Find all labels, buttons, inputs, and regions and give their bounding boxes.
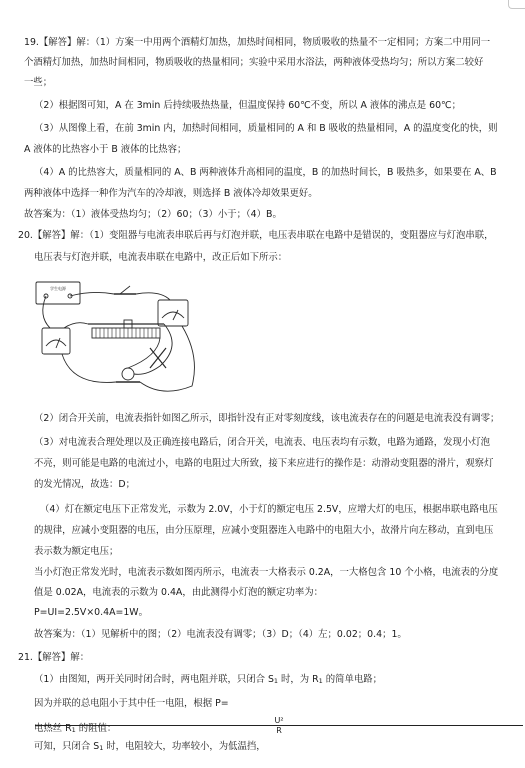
q19-line-5: （3）从图像上看，在前 3min 内，加热时间相同，质量相同的 A 和 B 吸收的热量相同，A 的温度变化的快，则 xyxy=(34,123,498,134)
q20-line-2: 电压表与灯泡并联，电流表串联在电路中，改正后如下所示： xyxy=(34,252,288,263)
q20-line-10: 当小灯泡正常发光时，电流表示数如图丙所示，电流表一大格表示 0.2A，一大格包含 10 个小格，电流表的分度 xyxy=(34,567,499,578)
q20-formula-line: P=UI=2.5V×0.4A=1W。 xyxy=(34,607,148,618)
q21-line-2-text-a: （1）由图知，两开关同时闭合时，两电阻并联，只闭合 S xyxy=(34,674,274,685)
page-corner-fold xyxy=(508,0,525,9)
q20-answer-line: 故答案为：（1）见解析中的图；（2）电流表没有调零；（3）D；（4）左；0.02；0.4；1。 xyxy=(34,629,407,640)
q19-line-2: 个酒精灯加热，加热时间相同，物质吸收的热量相同；实验中采用水浴法，两种液体受热均匀；所以方案二较好 xyxy=(24,57,484,68)
q21-line-3-text-a: 因为并联的总电阻小于其中任一电阻，根据 P= xyxy=(34,698,229,709)
switch-lever xyxy=(120,286,130,294)
q21-line-2-sub-2: 1 xyxy=(318,677,323,685)
q21-line-3-text-c: 时，电阻较大，功率较小，为低温挡， xyxy=(103,741,266,752)
bulb xyxy=(122,368,134,380)
power-supply-label: 学生电源 xyxy=(50,286,66,291)
q20-line-7: （4）灯在额定电压下正常发光，示数为 2.0V，小于灯的额定电压 2.5V，应增大灯的电压，根据串联电路电压 xyxy=(40,504,498,515)
wire-8 xyxy=(128,338,160,368)
q21-line-2-text-c: 的简单电路； xyxy=(322,674,383,685)
fraction-denominator: R xyxy=(276,726,282,735)
wire-3 xyxy=(136,293,170,300)
q20-line-4: （3）对电流表合理处理以及正确连接电路后，闭合开关，电流表、电压表均有示数，电路为通路，发现小灯泡 xyxy=(34,437,490,448)
ammeter-box xyxy=(42,328,70,354)
wire-2 xyxy=(70,292,114,296)
q19-line-7: （4）A 的比热容大，质量相同的 A、B 两种液体升高相同的温度，B 的加热时间长，B 吸热多，如果要在 A、B xyxy=(34,167,497,178)
q20-line-11: 值是 0.02A，电流表的示数为 0.4A，由此测得小灯泡的额定功率为： xyxy=(34,587,323,598)
voltmeter-box xyxy=(158,300,188,326)
q21-line-4 xyxy=(0,722,524,737)
q21-line-2-text-b: 时，为 R xyxy=(278,674,319,685)
q20-line-9: 表示数为额定电压； xyxy=(34,546,119,557)
q20-line-5: 不亮，则可能是电路的电流过小，电路的电阻过大所致，接下来应进行的操作是：动滑动变阻器的滑片，观察灯 xyxy=(34,458,494,469)
q19-line-8: 两种液体中选择一种作为汽车的冷却液，则选择 B 液体冷却效果更好。 xyxy=(24,188,318,199)
voltmeter-needle xyxy=(173,310,178,320)
q21-line-3-sub-1: 1 xyxy=(99,744,104,752)
q21-line-2-sub-1: 1 xyxy=(273,677,279,685)
q21-line-2 xyxy=(0,673,524,688)
q19-line-6: A 液体的比热容小于 B 液体的比热容； xyxy=(24,144,187,155)
voltmeter-dial xyxy=(162,312,184,318)
q19-line-1: 19.【解答】解：（1）方案一中用两个酒精灯加热，加热时间相同，物质吸收的热量不一定相同；方案二中用同一 xyxy=(24,37,491,48)
fraction-numerator: U² xyxy=(35,716,523,726)
q21-line-4-text-b: 的阻值： xyxy=(75,723,117,734)
q20-line-1: 20.【解答】解：（1）变阻器与电流表串联后再与灯泡并联，电压表串联在电路中是错误的，变阻器应与灯泡串联， xyxy=(18,230,494,241)
q20-line-6: 的发光情况，故选：D； xyxy=(34,479,135,490)
q19-line-4: （2）根据图可知，A 在 3min 后持续吸热热量，但温度保持 60℃不变，所以 A 液体的沸点是 60℃； xyxy=(34,100,461,111)
circuit-diagram xyxy=(32,276,204,398)
q19-line-3: 一些； xyxy=(24,77,53,88)
q21-line-4-sub-1: 1 xyxy=(71,726,76,734)
wire-6 xyxy=(62,354,116,382)
q20-line-3: （2）闭合开关前，电流表指针如图乙所示，即指针没有正对零刻度线，该电流表存在的问题是电流表没有调零； xyxy=(34,413,500,424)
wire-1 xyxy=(43,296,50,328)
ammeter-needle xyxy=(56,338,60,348)
q21-line-1: 21.【解答】解： xyxy=(18,652,90,663)
rheostat-coil xyxy=(92,328,160,338)
ammeter-dial xyxy=(46,340,66,346)
q21-line-4-text-a: 电热丝 R xyxy=(34,723,72,734)
wire-4 xyxy=(64,323,88,328)
q20-line-8: 的规律，应减小变阻器的电压，由分压原理，应减小变阻器连入电路中的电阻大小，故滑片向左移动，直到电压 xyxy=(34,525,494,536)
q21-line-3-text-b: 可知，只闭合 S xyxy=(34,741,100,752)
q19-answer-line: 故答案为：（1）液体受热均匀；（2）60；（3）小于；（4）B。 xyxy=(24,209,282,220)
